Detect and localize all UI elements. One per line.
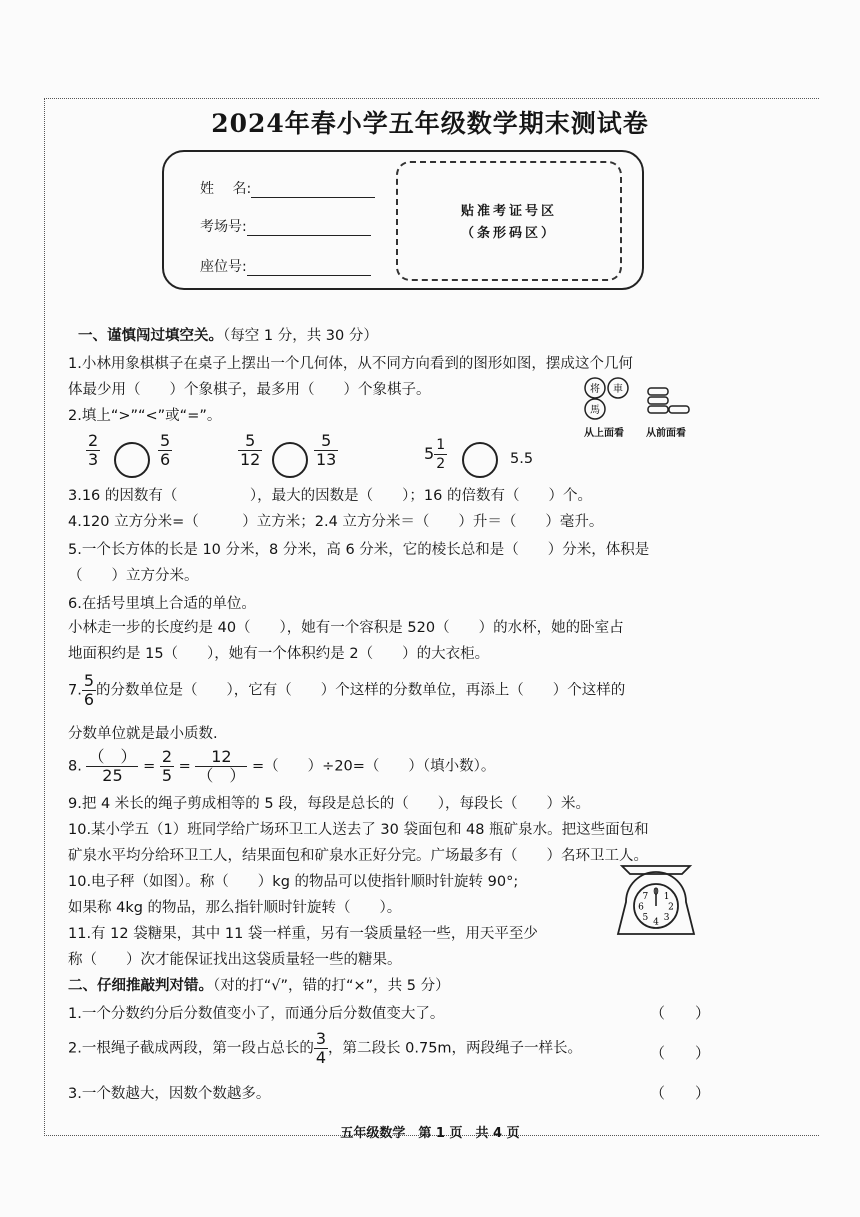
q8-den2: 5 bbox=[161, 766, 173, 785]
judge-3-answer[interactable]: （ ） bbox=[650, 1084, 711, 1102]
q4-text: 4.120 立方分米=（ ）立方米；2.4 立方分米＝（ ）升＝（ ）毫升。 bbox=[68, 514, 604, 530]
q2-decimal: 5.5 bbox=[510, 451, 534, 467]
q8-tail: =（ ）÷20=（ ）（填小数）。 bbox=[252, 758, 496, 775]
student-info-box bbox=[162, 150, 644, 290]
q2-mixed-number bbox=[424, 436, 447, 473]
q7-prefix: 7. bbox=[68, 682, 82, 699]
barcode-text-2: （条形码区） bbox=[460, 226, 557, 241]
page-footer: 五年级数学 第 1 页 共 4 页 bbox=[340, 1126, 520, 1141]
seat-row bbox=[200, 256, 371, 276]
scale-figure bbox=[608, 858, 704, 940]
compare-circle-1[interactable] bbox=[114, 442, 150, 478]
q7-line2: 分数单位就是最小质数. bbox=[68, 726, 218, 742]
q3-text: 3.16 的因数有（ ），最大的因数是（ ）；16 的倍数有（ ）个。 bbox=[68, 488, 592, 504]
q7-num: 5 bbox=[83, 671, 95, 690]
barcode-area bbox=[396, 161, 622, 281]
section1-heading: 一、谨慎闯过填空关。 bbox=[78, 328, 223, 344]
section2-title bbox=[68, 974, 450, 995]
q2-mix-num: 1 bbox=[436, 437, 446, 453]
seat-label: 座位号: bbox=[200, 259, 247, 275]
scale-digit-5: 5 bbox=[642, 913, 649, 924]
section1-title bbox=[78, 324, 378, 345]
judge-2-text-b: ，第二段长 0.75m，两段绳子一样长。 bbox=[328, 1040, 583, 1057]
front-view bbox=[648, 388, 689, 413]
compare-circle-2[interactable] bbox=[272, 442, 308, 478]
q2-text: 2.填上“>”“<”或“=”。 bbox=[68, 408, 222, 424]
q2-f1-num: 2 bbox=[88, 431, 99, 450]
q6-line2: 地面积约是 15（ ），她有一个体积约是 2（ ）的大衣柜。 bbox=[68, 646, 490, 662]
q11-line1: 11.有 12 袋糖果，其中 11 袋一样重，另有一袋质量轻一些，用天平至少 bbox=[68, 926, 538, 942]
q2-f3-num: 5 bbox=[238, 432, 262, 451]
q2-frac-2 bbox=[158, 432, 172, 469]
q8-line: 8. $\frac{( )}{25}$ = $\frac{2}{5}$ = $\frac{12}{( )}$ =（ ）÷20=（ ）（填小数）。 bbox=[68, 747, 496, 785]
q7-text: 的分数单位是（ ），它有（ ）个这样的分数单位，再添上（ ）个这样的 bbox=[96, 682, 626, 699]
q10-scale-line1: 10.电子秤（如图）。称（ ）kg 的物品可以使指针顺时针旋转 90°; bbox=[68, 874, 519, 890]
front-view-label: 从前面看 bbox=[646, 428, 686, 439]
q2-f4-num: 5 bbox=[314, 432, 338, 451]
room-label: 考场号: bbox=[200, 219, 247, 235]
judge-2-text-a: 2.一根绳子截成两段，第一段占总长的 bbox=[68, 1040, 314, 1057]
section2-note: （对的打“√”，错的打“×”，共 5 分） bbox=[213, 978, 450, 994]
q2-frac-4 bbox=[314, 432, 338, 469]
q2-f2-den: 6 bbox=[160, 450, 171, 469]
piece-3: 馬 bbox=[590, 405, 600, 416]
top-view bbox=[585, 378, 628, 419]
q10-scale-line2: 如果称 4kg 的物品，那么指针顺时针旋转（ ）。 bbox=[68, 900, 402, 916]
scale-digit-1: 1 bbox=[663, 891, 670, 902]
q2-mix-den: 2 bbox=[436, 456, 446, 472]
judge-2-answer[interactable]: （ ） bbox=[650, 1044, 711, 1062]
top-view-label: 从上面看 bbox=[584, 428, 624, 439]
scale-digit-7: 7 bbox=[642, 891, 649, 902]
name-row bbox=[200, 178, 375, 198]
q2-f2-num: 5 bbox=[160, 431, 171, 450]
q2-mix-whole: 5 bbox=[424, 444, 435, 463]
judge-1-answer[interactable]: （ ） bbox=[650, 1004, 711, 1022]
name-field[interactable] bbox=[251, 183, 375, 198]
q2-f3-den: 12 bbox=[240, 450, 261, 469]
room-field[interactable] bbox=[247, 221, 371, 236]
q2-frac-3 bbox=[238, 432, 262, 469]
scale-digit-3: 3 bbox=[663, 913, 670, 924]
q1-line1: 1.小林用象棋棋子在桌子上摆出一个几何体，从不同方向看到的图形如图，摆成这个几何 bbox=[68, 356, 633, 372]
q10-line2: 矿泉水平均分给环卫工人，结果面包和矿泉水正好分完。广场最多有（ ）名环卫工人。 bbox=[68, 848, 648, 864]
q8-den1: 25 bbox=[102, 766, 123, 785]
piece-2: 車 bbox=[613, 384, 623, 395]
scale-digit-6: 6 bbox=[638, 902, 644, 913]
q8-num2: 2 bbox=[161, 747, 173, 766]
q7-line1 bbox=[68, 672, 625, 709]
q8-num3: 12 bbox=[195, 748, 247, 767]
section1-note: （每空 1 分，共 30 分） bbox=[223, 328, 378, 344]
q5-line1: 5.一个长方体的长是 10 分米，8 分米，高 6 分米，它的棱长总和是（ ）分米，体积是 bbox=[68, 542, 650, 558]
room-row bbox=[200, 216, 371, 236]
scale-digit-4: 4 bbox=[653, 917, 659, 928]
q9-text: 9.把 4 米长的绳子剪成相等的 5 段，每段是总长的（ ），每段长（ ）米。 bbox=[68, 796, 590, 812]
q1-line2: 体最少用（ ）个象棋子，最多用（ ）个象棋子。 bbox=[68, 382, 431, 398]
seat-field[interactable] bbox=[247, 261, 371, 276]
judge-2-num: 3 bbox=[315, 1029, 327, 1048]
judge-2 bbox=[68, 1030, 582, 1067]
scale-digits bbox=[638, 888, 674, 928]
q2-f1-den: 3 bbox=[88, 450, 99, 469]
piece-1: 将 bbox=[590, 384, 600, 395]
barcode-text-1: 贴准考证号区 bbox=[460, 204, 557, 219]
judge-3: 3.一个数越大，因数个数越多。 bbox=[68, 1086, 271, 1102]
q7-den: 6 bbox=[83, 690, 95, 709]
name-label: 姓 名: bbox=[200, 181, 252, 197]
q2-f4-den: 13 bbox=[316, 450, 337, 469]
q10-line1: 10.某小学五（1）班同学给广场环卫工人送去了 30 袋面包和 48 瓶矿泉水。把这些面包和 bbox=[68, 822, 649, 838]
compare-circle-3[interactable] bbox=[462, 442, 498, 478]
scale-digit-2: 2 bbox=[668, 902, 674, 913]
judge-2-den: 4 bbox=[315, 1048, 327, 1067]
scale-digit-0: 0 bbox=[653, 887, 659, 898]
q2-frac-1 bbox=[86, 432, 100, 469]
q6-line1: 小林走一步的长度约是 40（ ），她有一个容积是 520（ ）的水杯，她的卧室占 bbox=[68, 620, 624, 636]
q5-line2: （ ）立方分米。 bbox=[68, 568, 199, 584]
judge-1: 1.一个分数约分后分数值变小了，而通分后分数值变大了。 bbox=[68, 1006, 445, 1022]
page-title: 2024年春小学五年级数学期末测试卷 bbox=[211, 109, 649, 138]
q8-prefix: 8. bbox=[68, 758, 82, 775]
q6-text: 6.在括号里填上合适的单位。 bbox=[68, 596, 256, 612]
q11-line2: 称（ ）次才能保证找出这袋质量轻一些的糖果。 bbox=[68, 952, 402, 968]
section2-heading: 二、仔细推敲判对错。 bbox=[68, 978, 213, 994]
